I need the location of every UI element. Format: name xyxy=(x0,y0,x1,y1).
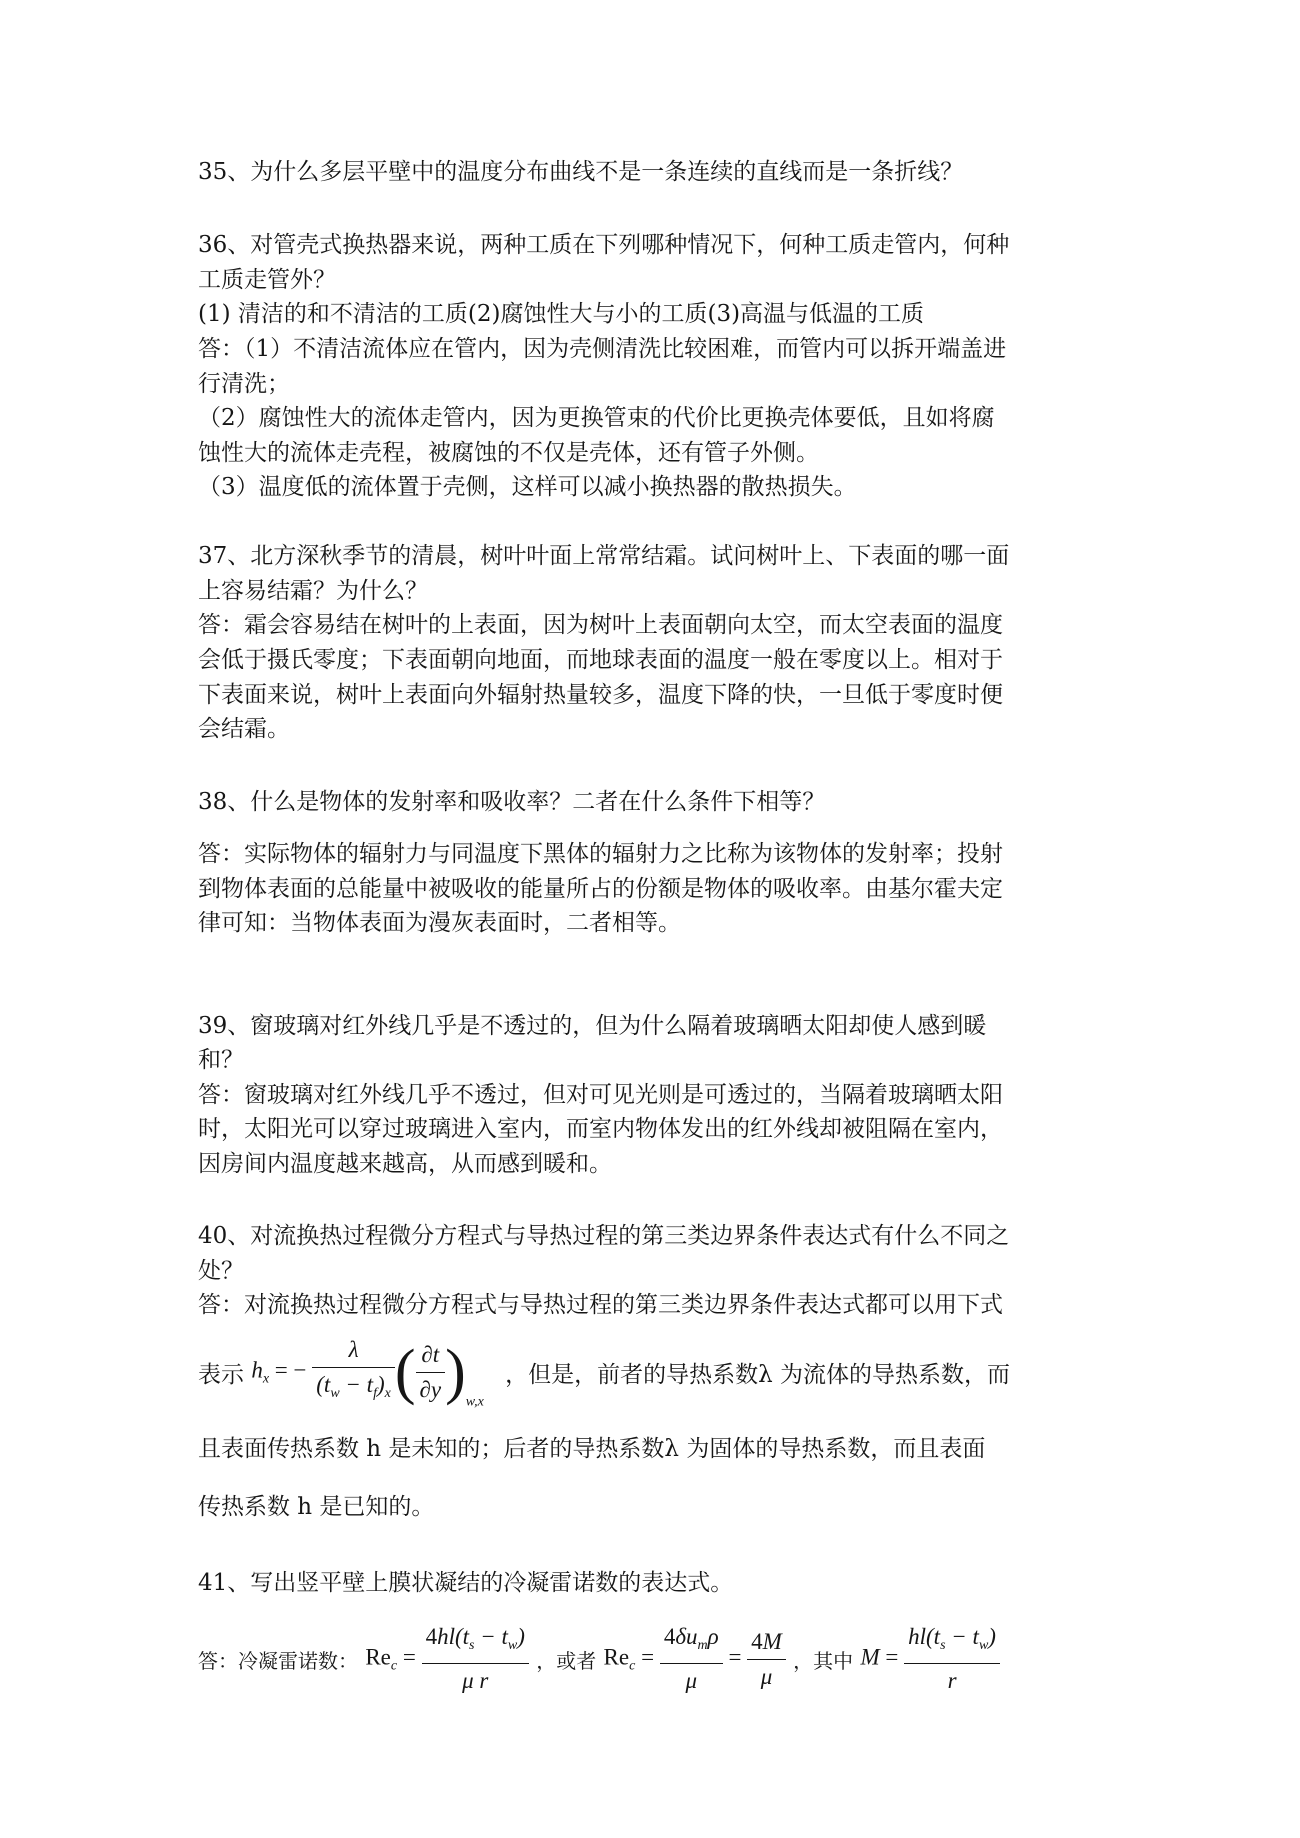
answer-37-line-4: 会结霜。 xyxy=(198,716,290,742)
answer-38-line-3: 律可知：当物体表面为漫灰表面时，二者相等。 xyxy=(198,910,681,936)
answer-36-line-4: 蚀性大的流体走壳程，被腐蚀的不仅是壳体，还有管子外侧。 xyxy=(198,440,819,466)
answer-38-line-2: 到物体表面的总能量中被吸收的能量所占的份额是物体的吸收率。由基尔霍夫定 xyxy=(198,876,1003,902)
mass-flow-equation: M = $\frac{hl(t_s - t_w)}{r}$ xyxy=(860,1620,1000,1698)
answer-37-line-3: 下表面来说，树叶上表面向外辐射热量较多，温度下降的快，一旦低于零度时便 xyxy=(198,682,1003,708)
question-36-line-1: 36、对管壳式换热器来说，两种工质在下列哪种情况下，何种工质走管内，何种 xyxy=(198,232,1010,258)
question-40-line-2: 处？ xyxy=(198,1258,244,1284)
answer-39-line-2: 时，太阳光可以穿过玻璃进入室内，而室内物体发出的红外线却被阻隔在室内， xyxy=(198,1116,1003,1142)
question-37-line-1: 37、北方深秋季节的清晨，树叶叶面上常常结霜。试问树叶上、下表面的哪一面 xyxy=(198,543,1010,569)
question-37-line-2: 上容易结霜？为什么？ xyxy=(198,578,428,604)
formula-where: ，其中 xyxy=(793,1648,854,1673)
formula-prefix: 表示 xyxy=(198,1361,244,1388)
convection-equation: $h_x$ = − $\frac{\lambda}{(t_w - t_f)_x}$ ( $\frac{\partial t}{\partial y}$ )$_{w,x}$ xyxy=(251,1337,484,1410)
answer-36-line-1: 答：（1）不清洁流体应在管内，因为壳侧清洗比较困难，而管内可以拆开端盖进 xyxy=(198,336,1007,362)
question-36-line-2: 工质走管外？ xyxy=(198,267,336,293)
formula-or: ，或者 xyxy=(536,1648,597,1673)
answer-40-line-2: 且表面传热系数 h 是未知的；后者的导热系数λ 为固体的导热系数，而且表面 xyxy=(198,1436,986,1462)
answer-37-line-2: 会低于摄氏零度；下表面朝向地面，而地球表面的温度一般在零度以上。相对于 xyxy=(198,647,1003,673)
answer-37-line-1: 答：霜会容易结在树叶的上表面，因为树叶上表面朝向太空，而太空表面的温度 xyxy=(198,612,1003,638)
question-41: 41、写出竖平壁上膜状凝结的冷凝雷诺数的表达式。 xyxy=(198,1570,734,1596)
formula-suffix: ，但是，前者的导热系数λ 为流体的导热系数，而 xyxy=(505,1361,1010,1388)
condensation-reynolds-equation-2: $Re_c$ = $\frac{4\delta u_m\rho}{\mu}$ = $\frac{4M}{\mu}$ xyxy=(604,1620,786,1698)
answer-40-line-3: 传热系数 h 是已知的。 xyxy=(198,1494,435,1520)
question-36-options: (1) 清洁的和不清洁的工质(2)腐蚀性大与小的工质(3)高温与低温的工质 xyxy=(198,301,925,327)
answer-38-line-1: 答：实际物体的辐射力与同温度下黑体的辐射力之比称为该物体的发射率；投射 xyxy=(198,841,1003,867)
answer-40-line-1: 答：对流换热过程微分方程式与导热过程的第三类边界条件表达式都可以用下式 xyxy=(198,1292,1003,1318)
question-39-line-1: 39、窗玻璃对红外线几乎是不透过的，但为什么隔着玻璃晒太阳却使人感到暖 xyxy=(198,1013,987,1039)
condensation-reynolds-equation-1: $Re_c$ = $\frac{4hl(t_s - t_w)}{\text{μ r}}$ xyxy=(365,1620,529,1698)
answer-36-line-3: （2）腐蚀性大的流体走管内，因为更换管束的代价比更换壳体要低，且如将腐 xyxy=(198,405,995,431)
answer-40-formula-line xyxy=(198,1333,1158,1423)
question-38: 38、什么是物体的发射率和吸收率？二者在什么条件下相等？ xyxy=(198,789,826,815)
answer-36-line-2: 行清洗； xyxy=(198,371,290,397)
answer-41-formula-line xyxy=(198,1620,1158,1710)
question-39-line-2: 和？ xyxy=(198,1047,244,1073)
question-35: 35、为什么多层平壁中的温度分布曲线不是一条连续的直线而是一条折线？ xyxy=(198,159,964,185)
answer-39-line-1: 答：窗玻璃对红外线几乎不透过，但对可见光则是可透过的，当隔着玻璃晒太阳 xyxy=(198,1082,1003,1108)
formula-prefix-41: 答：冷凝雷诺数： xyxy=(198,1648,358,1673)
question-40-line-1: 40、对流换热过程微分方程式与导热过程的第三类边界条件表达式有什么不同之 xyxy=(198,1223,1010,1249)
answer-36-line-5: （3）温度低的流体置于壳侧，这样可以减小换热器的散热损失。 xyxy=(198,474,857,500)
answer-39-line-3: 因房间内温度越来越高，从而感到暖和。 xyxy=(198,1151,612,1177)
